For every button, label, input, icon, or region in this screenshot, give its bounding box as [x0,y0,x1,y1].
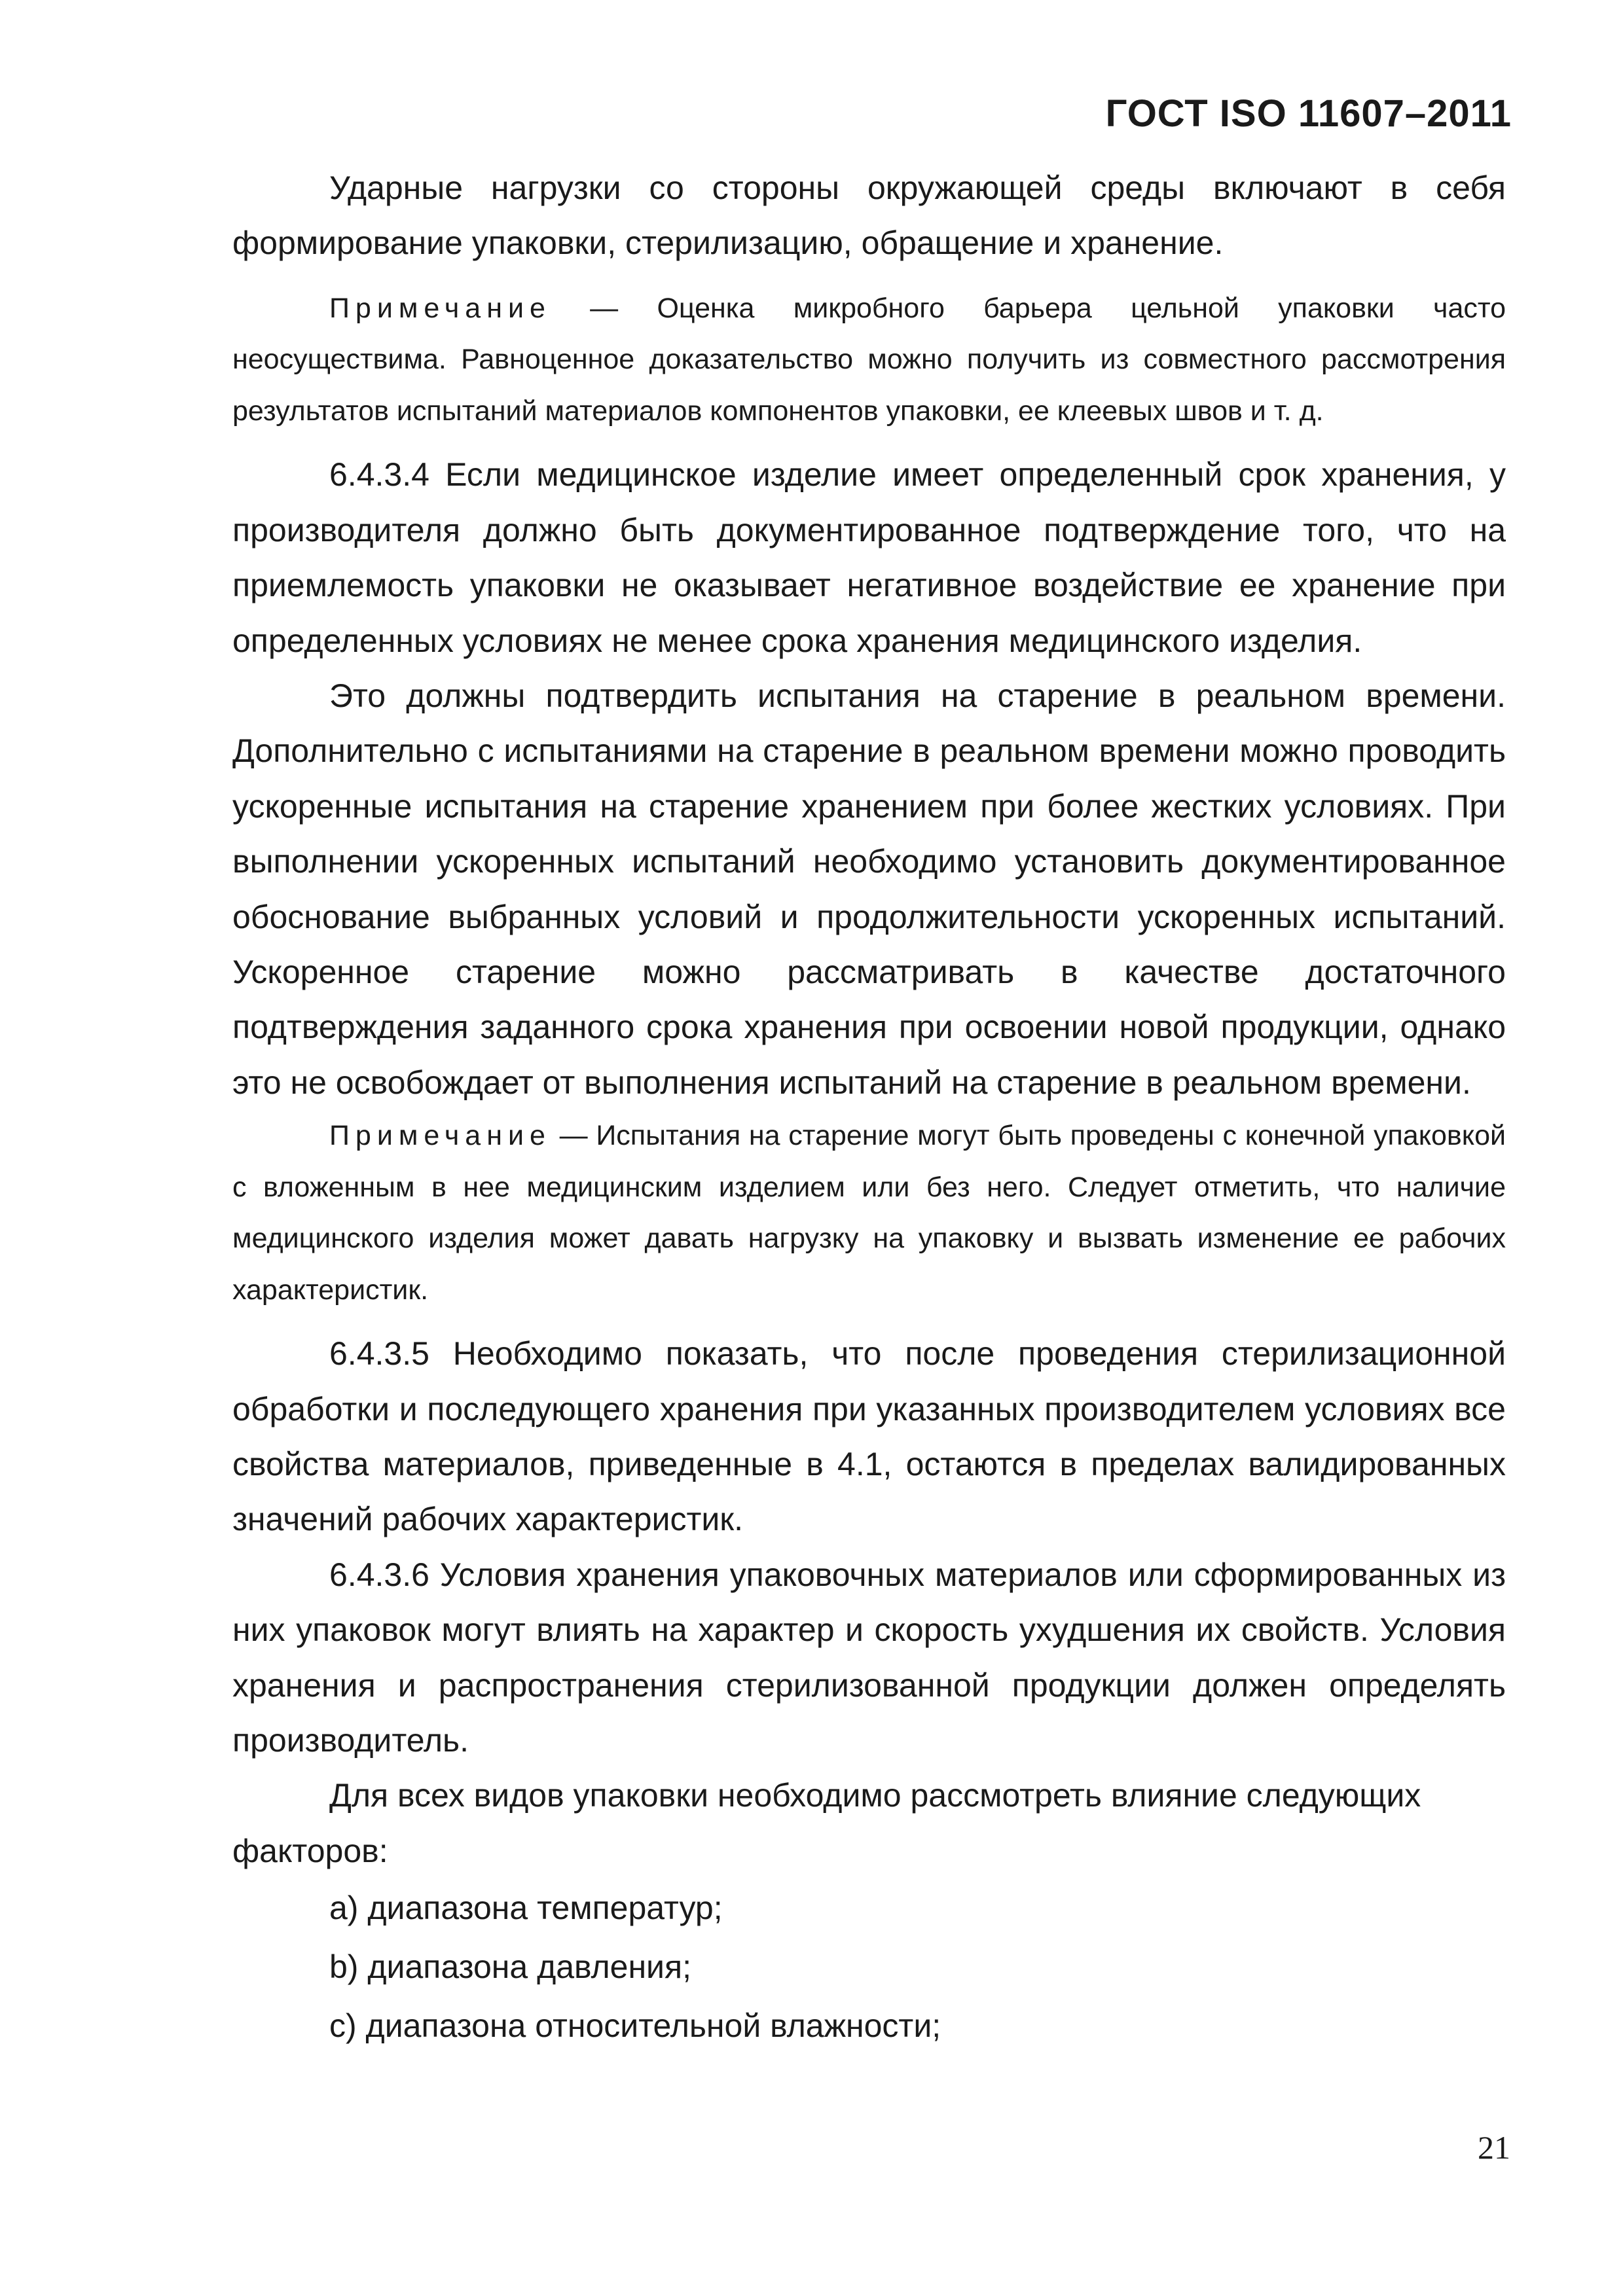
paragraph-aging-tests: Это должны подтвердить испытания на старение в реальном времени. Дополнительно с испытаниями на старение в реальном времени можно проводить ускоренные испытания на старение хранением при более жестких условиях. При выполнении ускоренных испытаний необходимо установить документированное обоснование выбранных условий и продолжительности ускоренных испытаний. Ускоренное старение можно рассматривать в качестве достаточного подтверждения заданного срока хранения при освоении новой продукции, однако это не освобождает от выполнения испытаний на старение в реальном времени. [232,677,1506,1101]
paragraph-6-4-3-5: 6.4.3.5 Необходимо показать, что после проведения стерилизационной обработки и последующего хранения при указанных производителем условиях все свойства материалов, приведенные в 4.1, остаются в пределах валидированных значений рабочих характеристик. [232,1335,1506,1538]
paragraph-impact-loads: Ударные нагрузки со стороны окружающей среды включают в себя формирование упаковки, стерилизацию, обращение и хранение. [232,170,1506,262]
note-aging-tests [232,1110,1506,1316]
note-text: — Оценка микробного барьера цельной упаковки часто неосуществима. Равноценное доказательство можно получить из совместного рассмотрения результатов испытаний материалов компонентов упаковки, ее клеевых швов и т. д. [232,292,1506,427]
list-item: b) диапазона давления; [329,1948,691,1986]
paragraph-6-4-3-4: 6.4.3.4 Если медицинское изделие имеет определенный срок хранения, у производителя должно быть документированное подтверждение того, что на приемлемость упаковки не оказывает негативное воздействие ее хранение при определенных условиях не менее срока хранения медицинского изделия. [232,456,1506,659]
note-label: Примечание [329,292,551,324]
paragraph-factors-intro: Для всех видов упаковки необходимо рассмотреть влияние следующих факторов: [232,1777,1421,1869]
document-header-standard-id: ГОСТ ISO 11607–2011 [1105,92,1512,135]
list-item: a) диапазона температур; [329,1890,723,1927]
note-text: — Испытания на старение могут быть проведены с конечной упаковкой с вложенным в нее медицинским изделием или без него. Следует отметить, что наличие медицинского изделия может давать нагрузку на упаковку и вызвать изменение ее рабочих характеристик. [232,1120,1506,1306]
note-microbial-barrier [232,283,1506,437]
list-item: c) диапазона относительной влажности; [329,2007,941,2045]
document-body [232,160,1506,2055]
paragraph-6-4-3-6: 6.4.3.6 Условия хранения упаковочных материалов или сформированных из них упаковок могут влиять на характер и скорость ухудшения их свойств. Условия хранения и распространения стерилизованной продукции должен определять производитель. [232,1556,1506,1759]
note-label: Примечание [329,1120,551,1152]
page-number: 21 [1478,2129,1510,2166]
